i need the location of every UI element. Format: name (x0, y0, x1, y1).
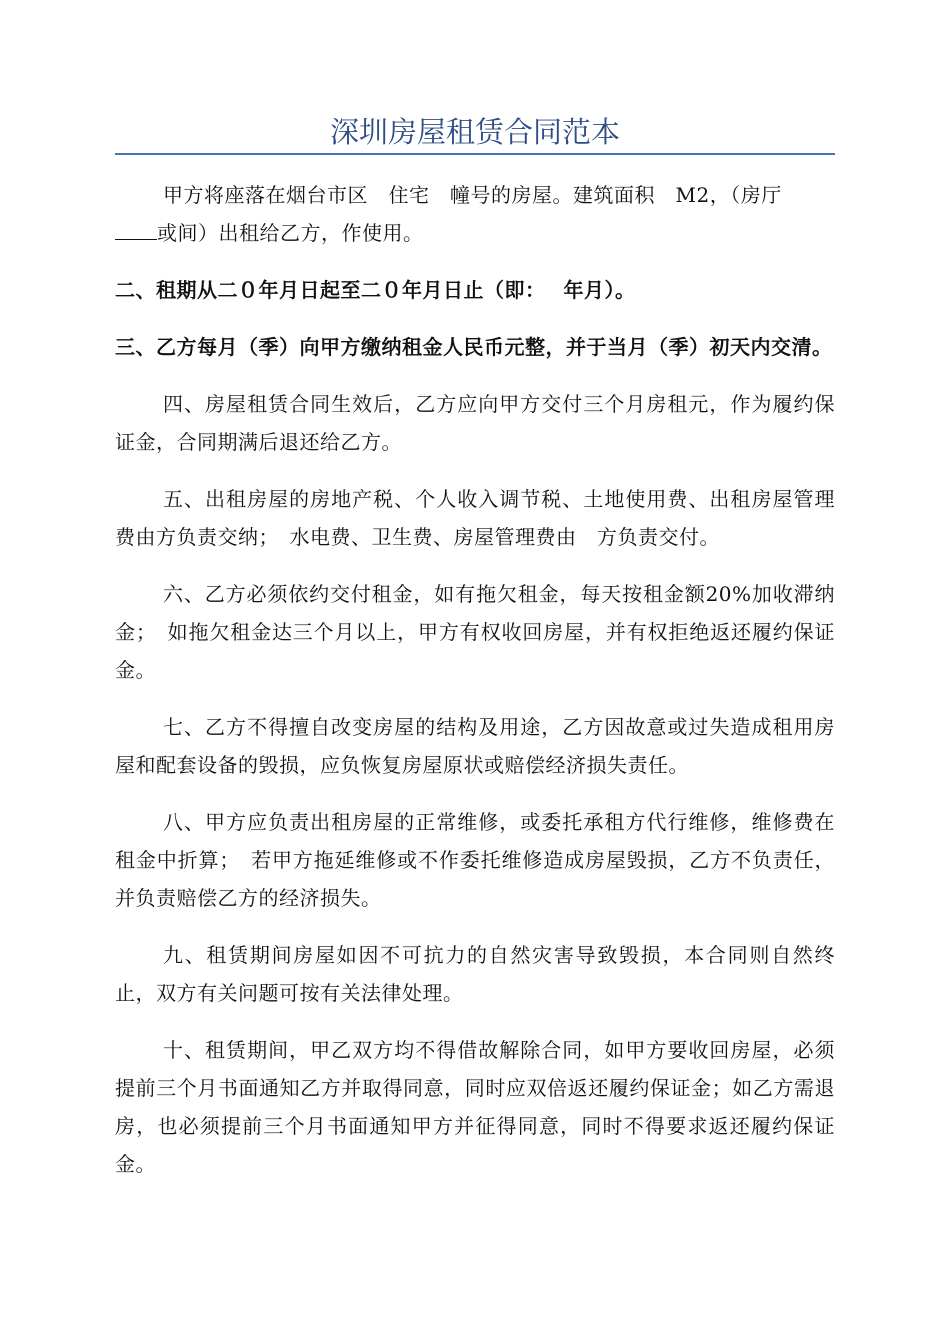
paragraph-9: 九、租赁期间房屋如因不可抗力的自然灾害导致毁损，本合同则自然终止，双方有关问题可按有关法律处理。 (115, 943, 835, 1005)
paragraph-6: 六、乙方必须依约交付租金，如有拖欠租金，每天按租金额20%加收滞纳金； 如拖欠租金达三个月以上，甲方有权收回房屋，并有权拒绝返还履约保证金。 (115, 582, 835, 682)
paragraph-2: 二、租期从二０年月日起至二０年月日止（即： 年月）。 (115, 278, 636, 302)
paragraph-1-line-1: 甲方将座落在烟台市区 住宅 幢号的房屋。建筑面积 M2，（房厅 (163, 183, 782, 207)
paragraph-3: 三、乙方每月（季）向甲方缴纳租金人民币元整，并于当月（季）初天内交清。 (115, 335, 833, 359)
title-divider (115, 153, 835, 155)
blank-underline (115, 221, 157, 240)
paragraph-4: 四、房屋租赁合同生效后，乙方应向甲方交付三个月房租元，作为履约保证金，合同期满后退还给乙方。 (115, 392, 835, 454)
paragraph-1-line-2: 或间）出租给乙方，作使用。 (157, 221, 424, 245)
document-body (115, 176, 835, 1202)
paragraph-8: 八、甲方应负责出租房屋的正常维修，或委托承租方代行维修，维修费在租金中折算； 若甲方拖延维修或不作委托维修造成房屋毁损，乙方不负责任，并负责赔偿乙方的经济损失。 (115, 810, 835, 910)
page-title: 深圳房屋租赁合同范本 (329, 115, 620, 149)
paragraph-10: 十、租赁期间，甲乙双方均不得借故解除合同，如甲方要收回房屋，必须提前三个月书面通知乙方并取得同意，同时应双倍返还履约保证金；如乙方需退房，也必须提前三个月书面通知甲方并征得同意，同时不得要求返还履约保证金。 (115, 1038, 835, 1176)
paragraph-1 (115, 176, 835, 252)
paragraph-7: 七、乙方不得擅自改变房屋的结构及用途，乙方因故意或过失造成租用房屋和配套设备的毁损，应负恢复房屋原状或赔偿经济损失责任。 (115, 715, 835, 777)
paragraph-5: 五、出租房屋的房地产税、个人收入调节税、土地使用费、出租房屋管理费由方负责交纳； 水电费、卫生费、房屋管理费由 方负责交付。 (115, 487, 835, 549)
